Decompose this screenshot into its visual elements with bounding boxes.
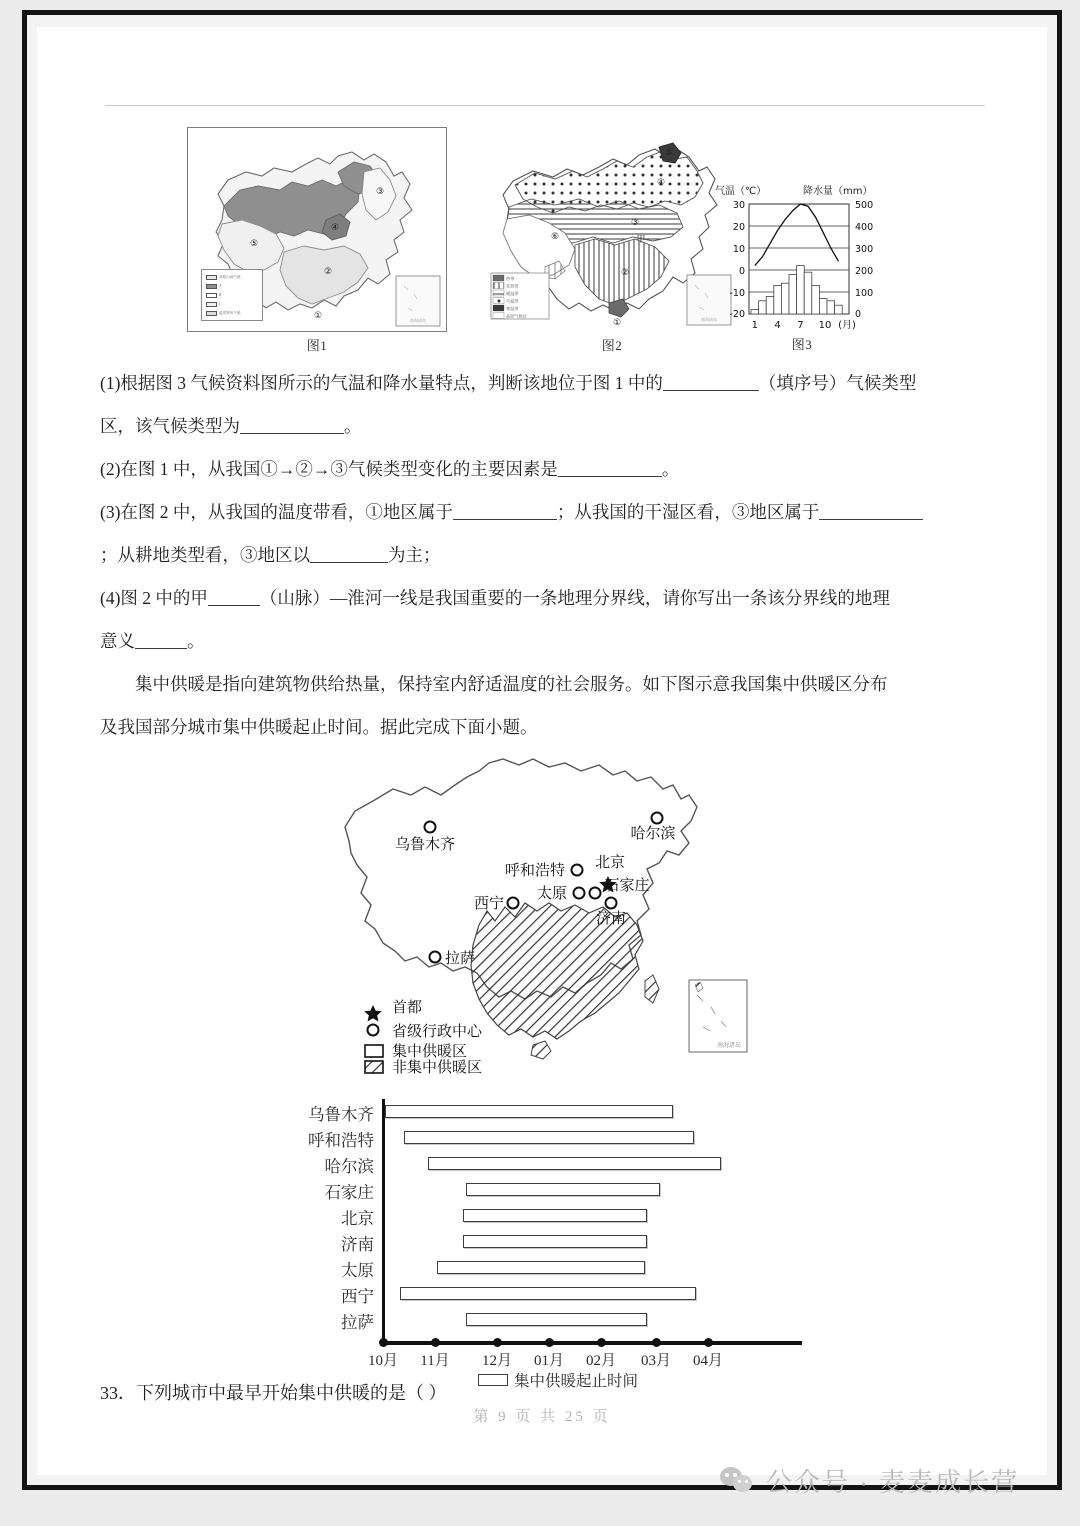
gantt-label-8: 拉萨 — [341, 1313, 374, 1332]
question-1 — [100, 362, 990, 448]
gantt-label-6: 太原 — [341, 1261, 374, 1280]
svg-text:4: 4 — [774, 320, 781, 331]
q1-part-b: （填序号）气候类型 — [758, 373, 917, 393]
gantt-label-0: 乌鲁木齐 — [308, 1105, 374, 1124]
svg-text:20: 20 — [732, 222, 745, 233]
svg-text:高原气候区: 高原气候区 — [506, 313, 527, 319]
gantt-tick-3 — [545, 1338, 554, 1347]
q1-blank-2[interactable] — [240, 433, 344, 434]
header-rule — [105, 105, 985, 106]
watermark-text: 公众号 · 麦麦成长营 — [766, 1467, 1020, 1497]
gantt-legend — [478, 1369, 638, 1391]
svg-text:0: 0 — [855, 309, 862, 320]
region-label-5: ⑤ — [664, 148, 674, 158]
question-3 — [100, 491, 990, 577]
region-label-5: ⑤ — [249, 239, 259, 249]
legend-label-capital: 首都 — [392, 998, 423, 1016]
svg-text:(月): (月) — [838, 320, 856, 331]
region-label-4: ④ — [656, 178, 666, 188]
watermark — [720, 1462, 1019, 1499]
q1-part-d: 。 — [344, 416, 362, 436]
gantt-xtick-label-5: 03月 — [640, 1353, 671, 1369]
svg-text:中温带: 中温带 — [506, 298, 519, 304]
gantt-label-1: 呼和浩特 — [308, 1131, 374, 1150]
gantt-xtick-label-3: 01月 — [533, 1353, 564, 1369]
region-label-2: ② — [620, 268, 630, 278]
q4-blank-1[interactable] — [208, 605, 260, 606]
svg-text:南海诸岛: 南海诸岛 — [410, 318, 426, 323]
q1-part-c: 区，该气候类型为 — [100, 416, 240, 436]
passage-line-2: 及我国部分城市集中供暖起止时间。据此完成下面小题。 — [100, 717, 538, 737]
q4-part-b: （山脉）—淮河一线是我国重要的一条地理分界线，请你写出一条该分界线的地理 — [259, 588, 890, 608]
q2-part-a: (2)在图 1 中，从我国①→②→③气候类型变化的主要因素是 — [100, 459, 558, 479]
svg-text:南海诸岛: 南海诸岛 — [701, 317, 717, 322]
passage-intro — [100, 663, 990, 706]
gantt-bar-taiyuan — [437, 1261, 645, 1274]
legend-nonheating-box-icon — [365, 1061, 383, 1073]
q4-part-d: 。 — [187, 631, 205, 651]
svg-text:200: 200 — [855, 266, 874, 277]
city-label-xining: 西宁 — [473, 894, 505, 912]
city-label-lhasa: 拉萨 — [444, 949, 476, 967]
svg-text:降水量（mm）: 降水量（mm） — [803, 186, 873, 197]
q1-blank-1[interactable] — [663, 390, 759, 391]
gantt-xtick-label-0: 10月 — [367, 1353, 398, 1369]
svg-text:30: 30 — [732, 200, 745, 211]
svg-text:10: 10 — [818, 320, 832, 331]
city-label-urumqi: 乌鲁木齐 — [394, 835, 456, 853]
q1-part-a: (1)根据图 3 气候资料图所示的气温和降水量特点，判断该地位于图 1 中的 — [100, 373, 663, 393]
region-label-3: ③ — [630, 218, 640, 228]
legend-label-provincial: 省级行政中心 — [392, 1022, 483, 1040]
figure-3 — [707, 182, 897, 357]
figure-1-legend: 高原山地气候 A B C 温带季风气候 — [201, 269, 263, 321]
figure-row — [37, 117, 1047, 367]
city-label-taiyuan: 太原 — [536, 884, 568, 902]
svg-text:300: 300 — [855, 244, 874, 255]
svg-text:500: 500 — [855, 200, 874, 211]
heating-map-legend — [364, 998, 483, 1075]
figure-3-caption: 图3 — [791, 337, 813, 352]
region-label-2: ② — [323, 267, 333, 277]
gantt-xtick-label-2: 12月 — [481, 1353, 512, 1369]
city-label-shijiazhuang: 石家庄 — [604, 876, 650, 894]
gantt-tick-0 — [379, 1338, 388, 1347]
legend-label-nonheating: 非集中供暖区 — [392, 1058, 483, 1075]
q4-blank-2[interactable] — [135, 648, 187, 649]
q3-blank-2[interactable] — [819, 519, 923, 520]
question-2 — [100, 448, 990, 491]
gantt-bar-hohhot — [404, 1131, 694, 1144]
gantt-tick-4 — [597, 1338, 606, 1347]
region-label-6: ⑥ — [550, 232, 560, 242]
gantt-label-3: 石家庄 — [324, 1183, 374, 1202]
region-label-4: ④ — [330, 223, 340, 233]
figure-1 — [187, 127, 447, 357]
gantt-label-4: 北京 — [341, 1209, 374, 1228]
figure-2-legend — [491, 273, 549, 320]
figure-2-caption: 图2 — [601, 338, 623, 353]
q3-part-c: ；从耕地类型看，③地区以 — [100, 545, 310, 565]
gantt-x-axis — [382, 1341, 802, 1345]
gantt-tick-2 — [493, 1338, 502, 1347]
wechat-icon — [720, 1467, 754, 1495]
gantt-bar-shijiazhuang — [466, 1183, 660, 1196]
city-label-harbin: 哈尔滨 — [630, 824, 676, 842]
passage-intro-line2 — [100, 706, 990, 749]
svg-text:-20: -20 — [729, 309, 745, 320]
gantt-tick-1 — [431, 1338, 440, 1347]
q3-blank-1[interactable] — [453, 519, 557, 520]
gantt-bar-lhasa — [466, 1313, 647, 1326]
gantt-xtick-label-1: 11月 — [420, 1353, 450, 1369]
city-label-hohhot: 呼和浩特 — [504, 861, 566, 879]
svg-text:寒温带: 寒温带 — [506, 306, 519, 311]
legend-star-icon — [364, 1005, 382, 1022]
heating-period-chart — [282, 1075, 842, 1390]
gantt-bar-urumqi — [385, 1105, 673, 1118]
q3-part-d: 为主； — [388, 545, 441, 565]
gantt-legend-swatch-icon — [478, 1374, 508, 1386]
question-33: 33．下列城市中最早开始集中供暖的是（ ） — [100, 1383, 447, 1403]
svg-text:1: 1 — [751, 320, 758, 331]
svg-text:400: 400 — [855, 222, 874, 233]
legend-circle-icon — [368, 1025, 379, 1036]
gantt-bar-harbin — [428, 1157, 721, 1170]
svg-text:气温（℃）: 气温（℃） — [715, 186, 767, 197]
svg-text:7: 7 — [797, 320, 804, 331]
city-label-jinan: 济南 — [595, 909, 627, 927]
page-footer: 第 9 页 共 25 页 — [473, 1409, 611, 1425]
svg-text:暖温带: 暖温带 — [506, 291, 519, 296]
figure-2 — [487, 127, 737, 357]
gantt-bar-beijing — [463, 1209, 647, 1222]
q3-blank-3[interactable] — [310, 562, 388, 563]
q2-part-b: 。 — [661, 459, 680, 479]
gantt-bar-xining — [400, 1287, 696, 1300]
gantt-tick-6 — [704, 1338, 713, 1347]
passage-line-1: 集中供暖是指向建筑物供给热量，保持室内舒适温度的社会服务。如下图示意我国集中供暖区分布 — [135, 674, 888, 694]
svg-text:南海诸岛: 南海诸岛 — [716, 1043, 742, 1049]
region-label-1: ① — [313, 311, 323, 321]
figure-1-caption: 图1 — [306, 338, 328, 353]
q4-part-a: (4)图 2 中的甲 — [100, 588, 208, 608]
gantt-xtick-label-4: 02月 — [585, 1353, 616, 1369]
gantt-bar-jinan — [463, 1235, 647, 1248]
region-label-1: ① — [612, 318, 622, 328]
gantt-label-2: 哈尔滨 — [324, 1157, 374, 1176]
heating-distribution-map — [337, 745, 767, 1075]
gantt-xtick-label-6: 04月 — [692, 1353, 723, 1369]
q4-part-c: 意义 — [100, 631, 135, 651]
gantt-label-7: 西宁 — [341, 1287, 374, 1306]
svg-text:100: 100 — [855, 288, 874, 299]
gantt-tick-5 — [652, 1338, 661, 1347]
svg-text:亚热带: 亚热带 — [506, 283, 519, 289]
gantt-y-axis — [382, 1099, 385, 1343]
svg-text:10: 10 — [732, 244, 745, 255]
q3-part-a: (3)在图 2 中，从我国的温度带看，①地区属于 — [100, 502, 453, 522]
legend-label-heating: 集中供暖区 — [392, 1042, 468, 1060]
figure-2-jia-label: 甲 — [636, 234, 646, 244]
region-label-3: ③ — [375, 187, 385, 197]
svg-text:热带: 热带 — [506, 276, 515, 281]
city-label-beijing: 北京 — [594, 853, 626, 871]
figure-3-chart — [707, 182, 897, 337]
svg-text:-10: -10 — [729, 288, 745, 299]
legend-heating-box-icon — [365, 1045, 383, 1057]
svg-text:0: 0 — [738, 266, 745, 277]
question-4 — [100, 577, 990, 663]
document-body — [37, 27, 1047, 1475]
q2-blank-1[interactable] — [558, 476, 662, 477]
gantt-legend-label: 集中供暖起止时间 — [514, 1373, 639, 1390]
figure-2-map — [487, 127, 737, 332]
gantt-label-5: 济南 — [341, 1235, 374, 1254]
q3-part-b: ；从我国的干湿区看，③地区属于 — [556, 502, 820, 522]
